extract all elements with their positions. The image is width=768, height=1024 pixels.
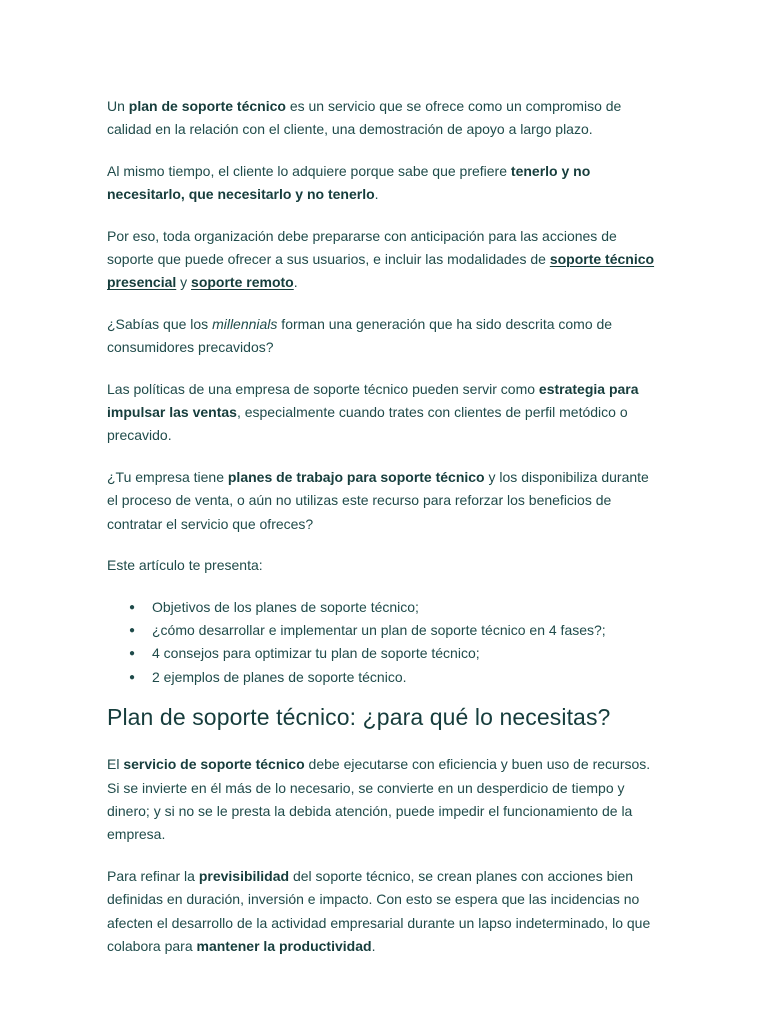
article-body bbox=[107, 95, 663, 976]
toc-list bbox=[107, 596, 663, 690]
text: , especialmente cuando trates con clientes de perfil metódico o precavido. bbox=[107, 404, 628, 444]
emphasis-text: servicio de soporte técnico bbox=[123, 756, 305, 773]
paragraph-7 bbox=[107, 554, 663, 577]
list-item-text: 4 consejos para optimizar tu plan de soporte técnico; bbox=[152, 645, 480, 662]
bullet-icon: ● bbox=[129, 648, 136, 660]
text: El bbox=[107, 756, 124, 773]
text: del soporte técnico, se crean planes con acciones bien definidas en duración, inversión e impacto. Con esto se espera que las incidencias no afecten el desarrollo de la actividad empresarial durante un lapso indeterminado, lo que colabora para bbox=[107, 867, 651, 954]
text: y bbox=[176, 274, 192, 291]
emphasis-text: tenerlo y no necesitarlo, que necesitarlo y no tenerlo bbox=[107, 162, 591, 203]
paragraph-6 bbox=[107, 466, 663, 536]
text: debe ejecutarse con eficiencia y buen uso de recursos. Si se invierte en él más de lo necesario, se convierte en un desperdicio de tiempo y dinero; y si no se le presta la debida atención, puede impedir el funcionamiento de la empresa. bbox=[107, 756, 651, 843]
emphasis-text: estrategia para impulsar las ventas bbox=[107, 380, 639, 421]
list-item-text: 2 ejemplos de planes de soporte técnico. bbox=[152, 668, 407, 685]
list-item bbox=[129, 596, 663, 619]
text: Por eso, toda organización debe prepararse con anticipación para las acciones de soporte que puede ofrecer a sus usuarios, e incluir las modalidades de bbox=[107, 227, 617, 268]
text: . bbox=[371, 937, 376, 954]
text: Un bbox=[107, 98, 129, 114]
emphasis-text: previsibilidad bbox=[198, 867, 290, 884]
text: ¿Tu empresa tiene bbox=[107, 468, 228, 485]
bullet-icon: ● bbox=[129, 601, 136, 613]
emphasis-text: mantener la productividad bbox=[196, 937, 372, 954]
emphasis-text: plan de soporte técnico bbox=[128, 98, 286, 114]
list-item-text: ¿cómo desarrollar e implementar un plan de soporte técnico en 4 fases?; bbox=[152, 621, 606, 638]
text: . bbox=[293, 274, 298, 291]
paragraph-5 bbox=[107, 378, 663, 448]
text: es un servicio que se ofrece como un compromiso de calidad en la relación con el cliente, una demostración de apoyo a largo plazo. bbox=[107, 98, 622, 138]
text: ¿Sabías que los bbox=[107, 315, 213, 332]
emphasis-text: planes de trabajo para soporte técnico bbox=[227, 468, 485, 485]
bullet-icon: ● bbox=[129, 671, 136, 683]
list-item bbox=[129, 619, 663, 642]
link-soporte-presencial[interactable]: soporte técnico presencial bbox=[107, 251, 655, 291]
text: y los disponibiliza durante el proceso de venta, o aún no utilizas este recurso para reforzar los beneficios de contratar el servicio que ofreces? bbox=[107, 468, 649, 532]
italic-text: millennials bbox=[212, 315, 278, 332]
text: Al mismo tiempo, el cliente lo adquiere porque sabe que prefiere bbox=[107, 162, 511, 179]
paragraph-9 bbox=[107, 865, 663, 959]
text: Este artículo te presenta: bbox=[107, 557, 263, 574]
text: Las políticas de una empresa de soporte técnico pueden servir como bbox=[107, 380, 539, 397]
paragraph-8 bbox=[107, 753, 663, 847]
text: . bbox=[374, 186, 379, 203]
list-item bbox=[129, 642, 663, 665]
section-heading: Plan de soporte técnico: ¿para qué lo necesitas? bbox=[107, 704, 611, 731]
text: forman una generación que ha sido descrita como de consumidores precavidos? bbox=[107, 315, 613, 356]
link-soporte-remoto[interactable]: soporte remoto bbox=[191, 274, 294, 291]
list-item bbox=[129, 666, 663, 689]
paragraph-4 bbox=[107, 313, 663, 360]
intro-paragraph bbox=[107, 95, 663, 142]
bullet-icon: ● bbox=[129, 624, 136, 636]
text: Para refinar la bbox=[107, 867, 199, 884]
paragraph-2 bbox=[107, 160, 663, 207]
paragraph-3 bbox=[107, 225, 663, 295]
list-item-text: Objetivos de los planes de soporte técnico; bbox=[152, 598, 419, 615]
